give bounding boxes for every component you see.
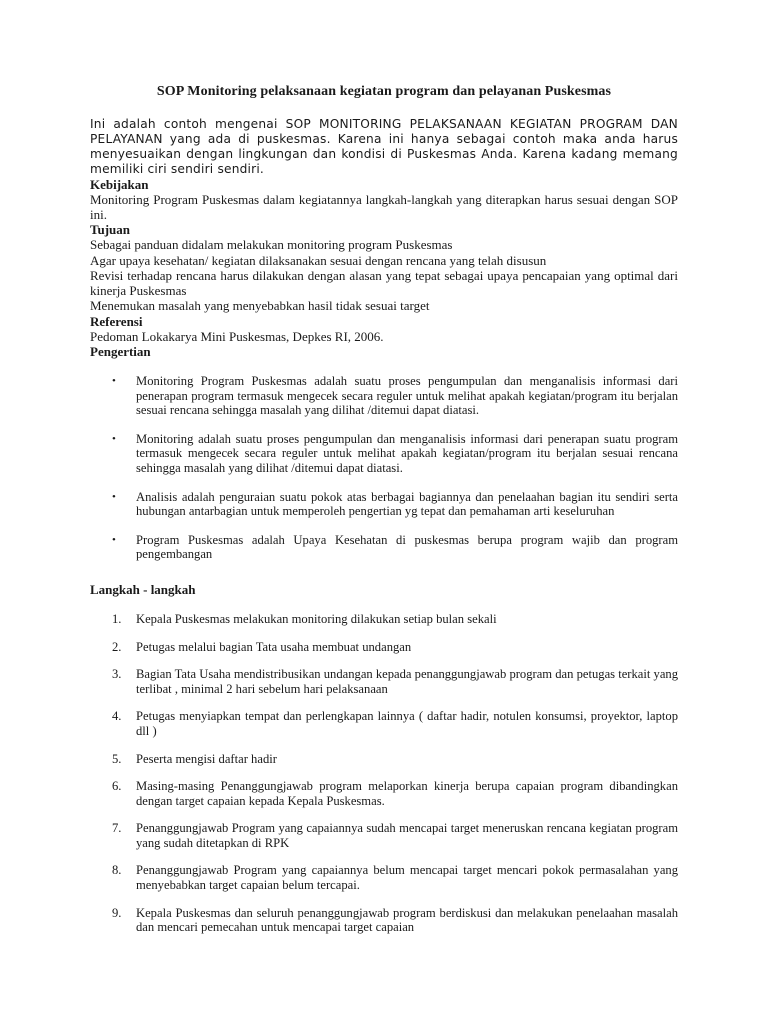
bullet-icon: • <box>112 375 116 387</box>
list-item <box>90 640 678 655</box>
bullet-icon: • <box>112 432 116 445</box>
tujuan-heading: Tujuan <box>90 222 130 237</box>
list-item <box>90 752 678 767</box>
list-item-text: Monitoring adalah suatu proses pengumpulan dan menganalisis informasi dari penerapan suatu program termasuk mengecek secara reguler untuk melihat apakah kegiatan/program itu berjalan sesuai rencana sehingga masalah yang dilihat /ditemui dapat diatasi. <box>136 431 678 475</box>
list-item-text: Bagian Tata Usaha mendistribusikan undangan kepada penanggungjawab program dan petugas terkait yang terlibat , minimal 2 hari sebelum hari pelaksanaan <box>136 667 678 696</box>
item-number: 1. <box>112 611 122 626</box>
kebijakan-heading: Kebijakan <box>90 177 149 192</box>
referensi-text: Pedoman Lokakarya Mini Puskesmas, Depkes RI, 2006. <box>90 328 384 344</box>
list-item <box>90 374 678 418</box>
item-number: 8. <box>112 863 122 878</box>
list-item-text: Masing-masing Penanggungjawab program melaporkan kinerja berupa capaian program dibandingkan dengan target capaian kepada Kepala Puskesmas. <box>136 779 678 808</box>
intro-paragraph: Ini adalah contoh mengenai SOP MONITORING PELAKSANAAN KEGIATAN PROGRAM DAN PELAYANAN yang ada di puskesmas. Karena ini hanya sebagai contoh maka anda harus menyesuaikan dengan lingkungan dan kondisi di Puskesmas Anda. Karena kadang memang memiliki ciri sendiri sendiri. <box>90 117 678 176</box>
langkah-list <box>90 612 678 935</box>
list-item <box>90 863 678 892</box>
list-item-text: Analisis adalah penguraian suatu pokok atas berbagai bagiannya dan penelaahan bagian itu sendiri serta hubungan antarbagian untuk memperoleh pengertian yg tepat dan pemahaman arti keseluruhan <box>136 489 678 519</box>
list-item-text: Monitoring Program Puskesmas adalah suatu proses pengumpulan dan menganalisis informasi dari penerapan program termasuk mengecek secara reguler untuk melihat apakah kegiatan/program itu berjalan sesuai rencana sehingga masalah yang dilihat /ditemui dapat diatasi. <box>136 374 678 418</box>
tujuan-item: Sebagai panduan didalam melakukan monitoring program Puskesmas <box>90 237 453 252</box>
list-item <box>90 709 678 738</box>
bullet-icon: • <box>112 490 116 503</box>
item-number: 3. <box>112 667 122 682</box>
referensi-heading: Referensi <box>90 313 143 329</box>
item-number: 2. <box>112 639 122 654</box>
langkah-heading: Langkah - langkah <box>90 581 196 597</box>
item-number: 4. <box>112 709 122 724</box>
list-item <box>90 779 678 808</box>
item-number: 9. <box>112 905 122 920</box>
list-item-text: Petugas menyiapkan tempat dan perlengkapan lainnya ( daftar hadir, notulen konsumsi, proyektor, laptop dll ) <box>136 709 678 738</box>
list-item-text: Peserta mengisi daftar hadir <box>136 751 277 766</box>
tujuan-item: Agar upaya kesehatan/ kegiatan dilaksanakan sesuai dengan rencana yang telah disusun <box>90 252 547 268</box>
pengertian-heading: Pengertian <box>90 344 151 359</box>
kebijakan-text: Monitoring Program Puskesmas dalam kegiatannya langkah-langkah yang diterapkan harus sesuai dengan SOP ini. <box>90 192 678 222</box>
list-item-text: Kepala Puskesmas dan seluruh penanggungjawab program berdiskusi dan melakukan penelaahan masalah dan mencari pemecahan untuk mencapai target capaian <box>136 905 678 935</box>
bullet-icon: • <box>112 533 116 546</box>
list-item-text: Penanggungjawab Program yang capaiannya sudah mencapai target meneruskan rencana kegiatan program yang sudah ditetapkan di RPK <box>136 821 678 850</box>
tujuan-item: Menemukan masalah yang menyebabkan hasil tidak sesuai target <box>90 298 430 313</box>
list-item <box>90 821 678 850</box>
list-item <box>90 490 678 519</box>
list-item <box>90 667 678 696</box>
list-item <box>90 432 678 476</box>
document-title: SOP Monitoring pelaksanaan kegiatan program dan pelayanan Puskesmas <box>156 84 612 99</box>
list-item <box>90 533 678 562</box>
item-number: 6. <box>112 779 122 794</box>
item-number: 5. <box>112 751 122 766</box>
list-item <box>90 612 678 627</box>
list-item-text: Kepala Puskesmas melakukan monitoring dilakukan setiap bulan sekali <box>136 611 497 626</box>
list-item-text: Petugas melalui bagian Tata usaha membuat undangan <box>136 639 412 654</box>
list-item-text: Program Puskesmas adalah Upaya Kesehatan di puskesmas berupa program wajib dan program pengembangan <box>136 532 678 562</box>
pengertian-list <box>90 374 678 562</box>
list-item-text: Penanggungjawab Program yang capaiannya belum mencapai target mencari pokok permasalahan yang menyebabkan target capaian belum tercapai. <box>136 863 678 893</box>
item-number: 7. <box>112 821 122 836</box>
list-item <box>90 906 678 935</box>
tujuan-item: Revisi terhadap rencana harus dilakukan dengan alasan yang tepat sebagai upaya pencapaian yang optimal dari kinerja Puskesmas <box>90 268 678 298</box>
